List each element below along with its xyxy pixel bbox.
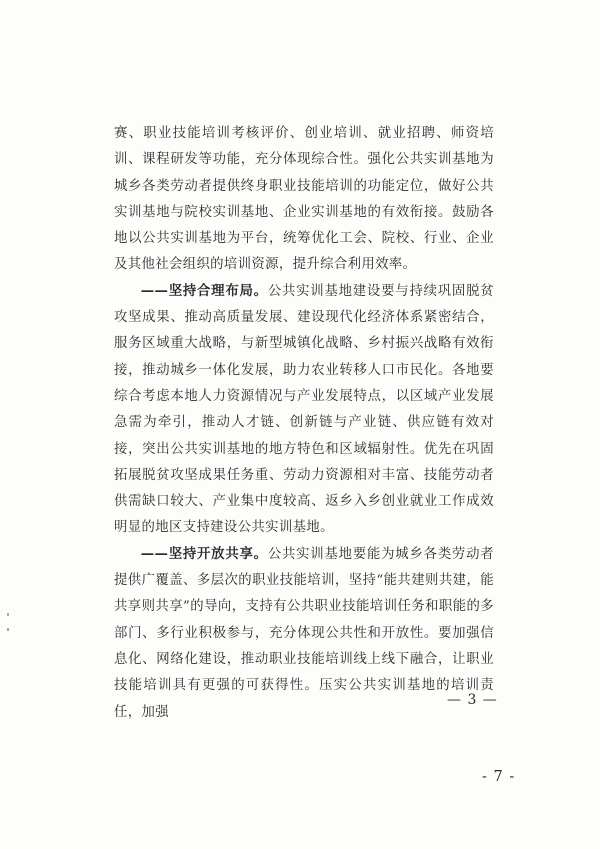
binding-mark bbox=[7, 613, 9, 616]
paragraph-2-heading: ——坚持合理布局。 bbox=[140, 283, 268, 299]
paragraph-3-heading: ——坚持开放共享。 bbox=[140, 546, 268, 562]
outer-page-number: - 7 - bbox=[482, 769, 516, 785]
paragraph-3-text: 公共实训基地要能为城乡各类劳动者提供广覆盖、多层次的职业技能培训，坚持“能共建则共建，能共享则共享”的导向，支持有公共职业技能培训任务和职能的多部门、多行业积极参与，充分体现公共性和开放性。要加强信息化、网络化建设，推动职业技能培训线上线下融合，让职业技能培训具有更强的可获得性。压实公共实训基地的培训责任，加强 bbox=[114, 546, 494, 720]
body-text bbox=[114, 121, 494, 726]
paragraph-1-text: 赛、职业技能培训考核评价、创业培训、就业招聘、师资培训、课程研发等功能，充分体现综合性。强化公共实训基地为城乡各类劳动者提供终身职业技能培训的功能定位，做好公共实训基地与院校实训基地、企业实训基地的有效衔接。鼓励各地以公共实训基地为平台，统筹优化工会、院校、行业、企业及其他社会组织的培训资源，提升综合利用效率。 bbox=[114, 126, 494, 273]
paragraph-2 bbox=[114, 279, 494, 542]
paragraph-3 bbox=[114, 542, 494, 726]
binding-mark bbox=[7, 628, 9, 631]
inner-page-number: — 3 — bbox=[447, 692, 498, 708]
paragraph-2-text: 公共实训基地建设要与持续巩固脱贫攻坚成果、推动高质量发展、建设现代化经济体系紧密结合，服务区域重大战略，与新型城镇化战略、乡村振兴战略有效衔接，推动城乡一体化发展，助力农业转移人口市民化。各地要综合考虑本地人力资源情况与产业发展特点，以区域产业发展急需为牵引，推动人才链、创新链与产业链、供应链有效对接，突出公共实训基地的地方特色和区域辐射性。优先在巩固拓展脱贫攻坚成果任务重、劳动力资源相对丰富、技能劳动者供需缺口较大、产业集中度较高、返乡入乡创业就业工作成效明显的地区支持建设公共实训基地。 bbox=[114, 283, 494, 536]
paragraph-1 bbox=[114, 121, 494, 279]
